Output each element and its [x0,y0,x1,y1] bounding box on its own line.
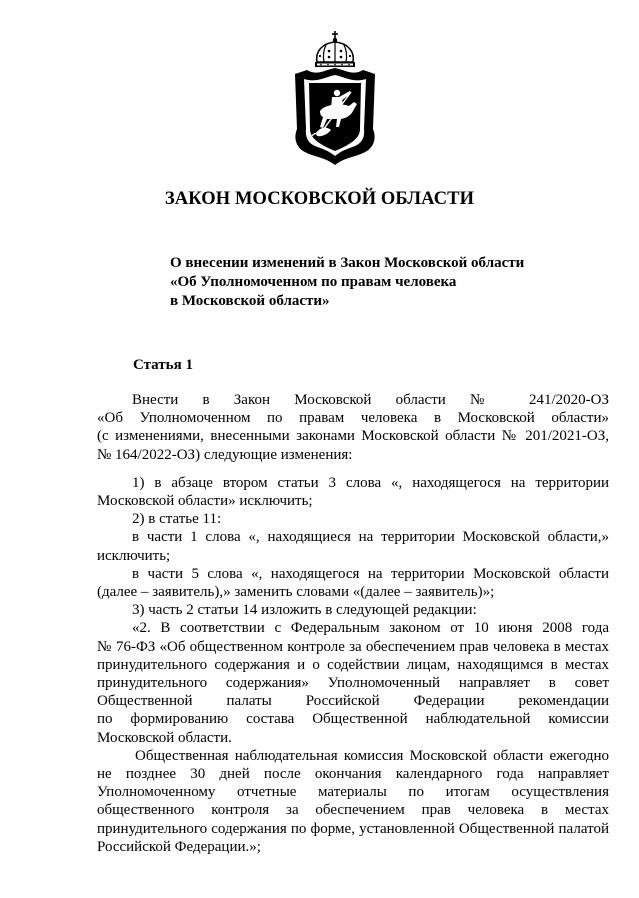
text-line: принудительного содержания и о содействии лицам, находящимся в местах [97,656,609,673]
text-line: 3) часть 2 статьи 14 изложить в следующей редакции: [132,602,477,619]
text-line: «Об Уполномоченном по правам человека в Московской области» [97,410,609,427]
text-line: исключить; [97,547,171,564]
subtitle-line: в Московской области» [170,293,330,309]
text-line: (далее – заявитель),» заменить словами «(далее – заявитель)»; [97,584,495,601]
text-line: (с изменениями, внесенными законами Московской области № 201/2021-ОЗ, [97,428,609,445]
text-line: принудительного содержания по форме, установленной Общественной палатой [97,820,609,837]
text-line: Внести в Закон Московской области № 241/2020-ОЗ [132,392,609,408]
text-line: 2) в статье 11: [132,511,222,528]
text-line: не позднее 30 дней после окончания календарного года направляет [97,766,609,783]
text-line: принудительного содержания» Уполномоченный направляет в совет [97,675,609,692]
text-line: Уполномоченному отчетные материалы по итогам осуществления [97,784,609,801]
text-line: Общественной палаты Российской Федерации рекомендации [97,693,609,710]
law-subtitle [170,254,532,311]
text-line: Московской области. [97,729,232,746]
subtitle-line: О внесении изменений в Закон Московской области [170,255,525,271]
text-line: в части 5 слова «, находящегося на территории Московской области [132,565,609,582]
text-line: общественного контроля за обеспечением прав человека в местах [97,802,609,819]
text-line: № 76-ФЗ «Об общественном контроле за обеспечением прав человека в местах [97,638,609,655]
text-line: Общественная наблюдательная комиссия Московской области ежегодно [135,747,609,764]
text-line: № 164/2022-ОЗ) следующие изменения: [97,446,353,463]
crown-icon [315,31,355,67]
text-line: по формированию состава Общественной наблюдательной комиссии [97,711,609,728]
text-line: «2. В соответствии с Федеральным законом от 10 июня 2008 года [132,620,609,637]
law-title: ЗАКОН МОСКОВСКОЙ ОБЛАСТИ [164,189,475,209]
text-line: в части 1 слова «, находящиеся на территории Московской области,» [132,529,609,546]
moscow-oblast-coat-of-arms-icon [287,29,383,172]
text-line: 1) в абзаце втором статьи 3 слова «, находящегося на территории [132,474,609,491]
subtitle-line: «Об Уполномоченном по правам человека [170,274,457,290]
article-heading: Статья 1 [133,357,193,373]
text-line: Российской Федерации.»; [97,838,261,855]
paragraph-gap [97,464,609,474]
text-line: Московской области» исключить; [97,493,313,510]
document-body [97,391,609,856]
